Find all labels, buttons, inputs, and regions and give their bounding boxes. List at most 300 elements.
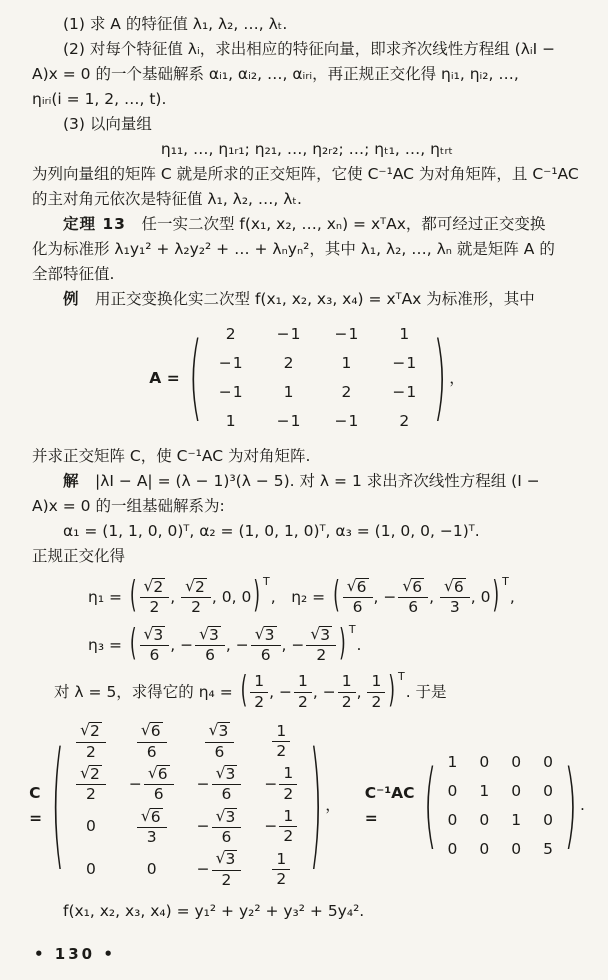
- matrix-label: C =: [29, 783, 43, 827]
- matrix-cell: [317, 407, 375, 436]
- separator: ,: [312, 682, 323, 701]
- denominator: 2: [276, 870, 287, 889]
- formula-text: η₁ =: [88, 587, 127, 606]
- matrix-cell: [436, 806, 468, 835]
- numerator: 1: [367, 673, 385, 692]
- denominator: 6: [205, 646, 215, 665]
- numerator: [137, 722, 167, 742]
- numerator: 1: [279, 765, 297, 784]
- vector: [128, 574, 270, 618]
- bold-label: 定理 13: [63, 215, 126, 233]
- sqrt-symbol: √: [140, 721, 151, 740]
- numerator: [137, 808, 167, 828]
- display-formula: [88, 574, 582, 618]
- matrix-cell: [186, 720, 254, 763]
- matrix-cell: [260, 349, 318, 378]
- text-line: [32, 899, 582, 924]
- line-text: 化为标准形 λ₁y₁² + λ₂y₂² + … + λₙyₙ²，其中 λ₁, λ₂, …, λₙ 就是矩阵 A 的: [32, 240, 555, 258]
- numerator: 1: [294, 673, 312, 692]
- math-token: [264, 808, 298, 846]
- vector: [128, 622, 356, 666]
- numerator: [140, 578, 170, 598]
- matrix-cell: [532, 806, 564, 835]
- minus-sign: −: [276, 412, 290, 430]
- math-token: [249, 673, 269, 711]
- text-line: [32, 469, 582, 494]
- matrix-equation-item: [149, 320, 464, 436]
- sqrt-icon: [199, 626, 221, 644]
- line-text: f(x₁, x₂, x₃, x₄) = y₁² + y₂² + y₃² + 5y₄².: [63, 902, 365, 921]
- paren-left-icon: (: [51, 724, 65, 887]
- radicand: 2: [195, 578, 205, 596]
- math-token: 0: [479, 752, 490, 771]
- math-token: 1: [283, 383, 294, 401]
- denominator: 2: [149, 598, 160, 617]
- display-formula: [88, 622, 582, 666]
- minus-sign: −: [264, 774, 278, 793]
- denominator: 6: [260, 646, 271, 665]
- line-text: η₁₁, …, η₁ᵣ₁; η₂₁, …, η₂ᵣ₂; …; ηₜ₁, …, ηₜᵣₜ: [160, 140, 454, 158]
- formula-text: ,: [509, 587, 515, 606]
- math-token: 0: [479, 810, 490, 829]
- denominator: 2: [341, 692, 352, 711]
- fraction: [76, 765, 106, 804]
- sqrt-symbol: √: [310, 624, 321, 643]
- math-token: 0: [146, 860, 157, 879]
- matrix-label: C⁻¹AC =: [364, 783, 415, 827]
- matrix-cell: [202, 320, 260, 349]
- transpose-superscript: T: [348, 622, 356, 636]
- radicand: 6: [453, 578, 464, 596]
- line-text: 并求正交矩阵 C，使 C⁻¹AC 为对角矩阵.: [32, 447, 311, 465]
- sqrt-icon: [347, 578, 369, 596]
- math-token: [139, 626, 171, 665]
- math-token: − 1: [277, 409, 301, 434]
- minus-sign: −: [196, 817, 210, 836]
- math-token: 0: [447, 839, 458, 858]
- minus-sign: −: [196, 860, 210, 879]
- denominator: 2: [86, 742, 96, 761]
- fraction: [140, 578, 170, 617]
- minus-sign: −: [278, 682, 292, 701]
- math-token: 0: [543, 752, 553, 771]
- paren-left-icon: (: [188, 322, 202, 434]
- math-token: 5: [543, 839, 553, 858]
- separator: ,: [225, 635, 236, 654]
- math-token: 1: [511, 810, 522, 829]
- matrix-cell: [202, 407, 260, 436]
- sqrt-icon: [310, 626, 332, 644]
- text-line: [32, 112, 582, 137]
- math-token: 2: [399, 412, 410, 430]
- paren-right-icon: ): [388, 669, 395, 713]
- math-token: 0: [221, 587, 232, 606]
- denominator: 6: [149, 646, 160, 665]
- fraction: [212, 808, 242, 847]
- matrix-cell: [64, 763, 118, 806]
- denominator: 2: [276, 742, 287, 761]
- line-text: 全部特征值.: [32, 265, 115, 283]
- vector: [239, 669, 405, 713]
- minus-sign: −: [196, 774, 210, 793]
- paren-right-icon: ): [309, 724, 323, 887]
- paren-right-icon: ): [253, 574, 261, 618]
- matrix-cell: [375, 320, 433, 349]
- math-token: [366, 673, 386, 711]
- radicand: 6: [150, 722, 161, 741]
- math-token: [204, 722, 236, 761]
- fraction: [76, 722, 106, 761]
- matrix-equation: [29, 720, 585, 891]
- math-token: − 1: [219, 380, 243, 405]
- math-token: [75, 722, 107, 761]
- denominator: 3: [146, 827, 157, 846]
- math-token: − 1: [334, 409, 358, 434]
- page-number: • 130 •: [34, 945, 116, 963]
- sqrt-symbol: √: [199, 624, 210, 643]
- separator: ,: [429, 587, 439, 606]
- line-text: (1) 求 A 的特征值 λ₁, λ₂, …, λₜ.: [63, 15, 288, 33]
- line-text: |λI − A| = (λ − 1)³(λ − 5). 对 λ = 1 求出齐次线性方程组 (I −: [79, 472, 540, 490]
- math-token: 0: [447, 810, 458, 829]
- denominator: 2: [316, 646, 327, 665]
- paren-left-icon: (: [240, 669, 248, 713]
- radicand: 3: [320, 625, 331, 644]
- transpose-superscript: T: [263, 574, 270, 588]
- matrix-equation-item: [29, 720, 341, 891]
- sqrt-icon: [216, 765, 238, 783]
- matrix-cell: [253, 763, 309, 806]
- sqrt-icon: [402, 578, 424, 596]
- math-token: 0: [543, 810, 553, 829]
- denominator: 6: [408, 598, 419, 617]
- sqrt-icon: [209, 722, 231, 740]
- transpose-superscript: T: [397, 669, 405, 683]
- fraction: [137, 722, 167, 761]
- fraction: [195, 626, 225, 665]
- math-token: [136, 808, 168, 847]
- text-line: [32, 544, 582, 569]
- denominator: 2: [191, 598, 201, 617]
- matrix-cell: [500, 835, 532, 864]
- math-token: 1: [447, 752, 458, 771]
- matrix-cell: [532, 835, 564, 864]
- math-token: 0: [511, 839, 522, 858]
- matrix-cell: [260, 378, 318, 407]
- matrix-cell: [436, 835, 468, 864]
- matrix-cell: [317, 349, 375, 378]
- matrix-grid: [64, 720, 309, 891]
- radicand: 3: [225, 764, 236, 783]
- denominator: 6: [352, 598, 363, 617]
- fraction: [272, 723, 290, 761]
- matrix-cell: [260, 407, 318, 436]
- numerator: [306, 626, 336, 646]
- text-line: [32, 444, 582, 469]
- sqrt-icon: [141, 722, 163, 740]
- numerator: [195, 626, 225, 646]
- matrix-cell: [118, 848, 186, 891]
- numerator: [144, 765, 174, 785]
- matrix-cell: [317, 320, 375, 349]
- bold-label: 解: [63, 472, 80, 490]
- paren-right-icon: ): [339, 622, 346, 666]
- radicand: 6: [157, 764, 168, 783]
- math-token: [236, 626, 282, 665]
- fraction: [137, 808, 167, 847]
- line-text: 正规正交化得: [32, 547, 126, 565]
- fraction: [144, 765, 174, 804]
- minus-sign: −: [334, 412, 348, 430]
- numerator: [181, 578, 211, 598]
- paren-left-icon: (: [423, 750, 437, 861]
- numerator: [76, 722, 106, 742]
- fraction: [212, 765, 242, 804]
- separator: ,: [170, 587, 181, 606]
- formula-text: η₃ =: [88, 635, 127, 654]
- fraction: [272, 851, 290, 889]
- matrix-cell: [186, 806, 254, 849]
- math-token: [180, 626, 226, 665]
- denominator: 2: [283, 827, 294, 846]
- denominator: 6: [146, 742, 157, 761]
- radicand: 3: [218, 722, 229, 741]
- math-token: 1: [225, 412, 236, 430]
- radicand: 3: [225, 807, 236, 826]
- matrix-cell: [64, 848, 118, 891]
- math-token: [197, 808, 243, 847]
- radicand: 3: [225, 850, 236, 869]
- matrix-cell: [375, 378, 433, 407]
- denominator: 2: [283, 784, 294, 803]
- math-token: [383, 578, 429, 617]
- math-token: − 1: [219, 351, 243, 376]
- minus-sign: −: [218, 354, 232, 372]
- math-token: 1: [341, 354, 352, 372]
- sqrt-icon: [148, 765, 170, 783]
- math-token: 0: [447, 781, 458, 800]
- matrix-cell: [118, 720, 186, 763]
- formula-text: ,: [270, 587, 292, 606]
- fraction: [440, 578, 470, 617]
- separator: ,: [231, 587, 242, 606]
- denominator: 6: [214, 742, 225, 761]
- matrix-cell: [436, 748, 468, 777]
- paren-left-icon: (: [333, 574, 340, 618]
- paren-right-icon: ): [433, 322, 447, 434]
- matrix-cell: [186, 848, 254, 891]
- denominator: 6: [221, 785, 232, 804]
- sqrt-symbol: √: [185, 577, 196, 595]
- sqrt-icon: [444, 578, 466, 596]
- math-token: [271, 851, 291, 889]
- minus-sign: −: [235, 635, 249, 654]
- page-content: [29, 12, 585, 924]
- paren-right-icon: ): [563, 750, 578, 861]
- numerator: 1: [272, 723, 290, 742]
- numerator: [140, 626, 170, 646]
- matrix-grid: [202, 320, 434, 436]
- sqrt-symbol: √: [147, 763, 158, 782]
- matrix-cell: [468, 806, 500, 835]
- text-line: [32, 212, 582, 237]
- paren-left-icon: (: [129, 574, 137, 618]
- minus-sign: −: [322, 682, 336, 701]
- minus-sign: −: [276, 325, 290, 343]
- denominator: 3: [449, 598, 460, 617]
- fraction: [398, 578, 428, 617]
- matrix-label: A =: [149, 368, 180, 387]
- math-token: 1: [479, 781, 490, 800]
- fraction: [367, 673, 385, 711]
- sqrt-icon: [144, 626, 166, 644]
- matrix-equation: [32, 320, 582, 436]
- matrix-cell: [202, 378, 260, 407]
- separator: ,: [170, 635, 181, 654]
- numerator: 1: [279, 808, 297, 827]
- text-line: [32, 237, 582, 262]
- matrix-cell: [317, 378, 375, 407]
- matrix-cell: [500, 806, 532, 835]
- separator: ,: [281, 635, 292, 654]
- matrix-cell: [468, 835, 500, 864]
- math-token: [139, 578, 171, 617]
- sqrt-icon: [185, 578, 207, 596]
- sqrt-symbol: √: [215, 763, 226, 782]
- text-line: [32, 12, 582, 37]
- text-line: [32, 494, 582, 519]
- matrix-cell: [375, 349, 433, 378]
- separator: ,: [373, 587, 384, 606]
- radicand: 6: [356, 578, 367, 596]
- line-text: (3) 以向量组: [63, 115, 152, 133]
- math-token: 0: [511, 781, 522, 800]
- separator: ,: [470, 587, 481, 606]
- matrix-tail: ，: [449, 368, 465, 387]
- separator: ,: [269, 682, 279, 701]
- numerator: [251, 626, 281, 646]
- math-token: − 1: [392, 380, 416, 405]
- formula-text: η₂ =: [291, 587, 331, 606]
- radicand: 3: [153, 625, 164, 644]
- fraction: [212, 850, 242, 889]
- line-text: (2) 对每个特征值 λᵢ，求出相应的特征向量，即求齐次线性方程组 (λᵢI −: [63, 40, 556, 58]
- math-token: [291, 626, 337, 665]
- text-line: [32, 62, 582, 87]
- matrix-cell: [64, 806, 118, 849]
- denominator: 6: [153, 785, 164, 804]
- sqrt-icon: [80, 722, 102, 740]
- radicand: 6: [150, 807, 161, 826]
- numerator: [212, 850, 242, 870]
- minus-sign: −: [392, 383, 406, 401]
- line-text: ηᵢᵣᵢ(i = 1, 2, …, t).: [32, 90, 167, 108]
- radicand: 3: [264, 625, 275, 644]
- matrix-cell: [253, 720, 309, 763]
- formula-text: 对 λ = 5，求得它的 η₄ =: [54, 682, 238, 701]
- minus-sign: −: [128, 774, 142, 793]
- math-token: − 1: [277, 322, 301, 347]
- sqrt-icon: [141, 808, 163, 826]
- line-text: 任一实二次型 f(x₁, x₂, …, xₙ) = xᵀAx，都可经过正交变换: [125, 215, 546, 233]
- matrix-cell: [500, 777, 532, 806]
- sqrt-icon: [216, 850, 238, 868]
- math-token: [264, 765, 298, 803]
- fraction: [140, 626, 170, 665]
- matrix-cell: [202, 349, 260, 378]
- sqrt-icon: [216, 808, 238, 826]
- formula-text: . 于是: [405, 682, 447, 701]
- radicand: 3: [209, 625, 219, 644]
- minus-sign: −: [334, 325, 348, 343]
- sqrt-symbol: √: [80, 763, 90, 782]
- matrix-cell: [436, 777, 468, 806]
- matrix-cell: [118, 806, 186, 849]
- radicand: 6: [412, 578, 423, 596]
- sqrt-symbol: √: [346, 577, 357, 595]
- math-token: − 1: [392, 351, 416, 376]
- minus-sign: −: [392, 354, 406, 372]
- text-line: [32, 137, 582, 162]
- matrix-tail: ，: [325, 796, 341, 815]
- line-text: 用正交变换化实二次型 f(x₁, x₂, x₃, x₄) = xᵀAx 为标准形，其中: [79, 290, 535, 308]
- text-line: [32, 162, 582, 187]
- sqrt-icon: [255, 626, 277, 644]
- denominator: 6: [221, 827, 232, 846]
- sqrt-symbol: √: [143, 577, 154, 595]
- numerator: 1: [338, 673, 356, 692]
- matrix-cell: [186, 763, 254, 806]
- line-text: α₁ = (1, 1, 0, 0)ᵀ, α₂ = (1, 0, 1, 0)ᵀ, α₃ = (1, 0, 0, −1)ᵀ.: [63, 522, 480, 540]
- minus-sign: −: [180, 635, 194, 654]
- sqrt-symbol: √: [140, 806, 151, 825]
- text-line: [32, 262, 582, 287]
- radicand: 2: [153, 578, 164, 596]
- matrix-tail: .: [579, 796, 585, 815]
- radicand: 2: [89, 722, 100, 741]
- sqrt-symbol: √: [215, 849, 226, 868]
- math-token: [197, 765, 243, 804]
- text-line: [32, 287, 582, 312]
- fraction: [343, 578, 373, 617]
- display-formula: [54, 669, 582, 713]
- math-token: 0: [479, 839, 490, 858]
- sqrt-icon: [144, 578, 166, 596]
- matrix-cell: [118, 763, 186, 806]
- radicand: 2: [89, 764, 100, 783]
- numerator: [212, 765, 242, 785]
- math-token: [75, 765, 107, 804]
- minus-sign: −: [383, 587, 397, 606]
- bold-label: 例: [63, 290, 80, 308]
- fraction: [251, 626, 281, 665]
- fraction: [294, 673, 312, 711]
- formula-text: .: [356, 635, 362, 654]
- sqrt-symbol: √: [402, 577, 413, 595]
- numerator: [76, 765, 106, 785]
- transpose-superscript: T: [502, 574, 509, 588]
- matrix: [51, 720, 322, 891]
- numerator: [212, 808, 242, 828]
- matrix-cell: [375, 407, 433, 436]
- fraction: [338, 673, 356, 711]
- matrix-equation-item: [365, 748, 585, 864]
- numerator: 1: [272, 851, 290, 870]
- numerator: [343, 578, 373, 598]
- denominator: 2: [297, 692, 308, 711]
- fraction: [279, 765, 297, 803]
- math-token: 0: [511, 752, 522, 771]
